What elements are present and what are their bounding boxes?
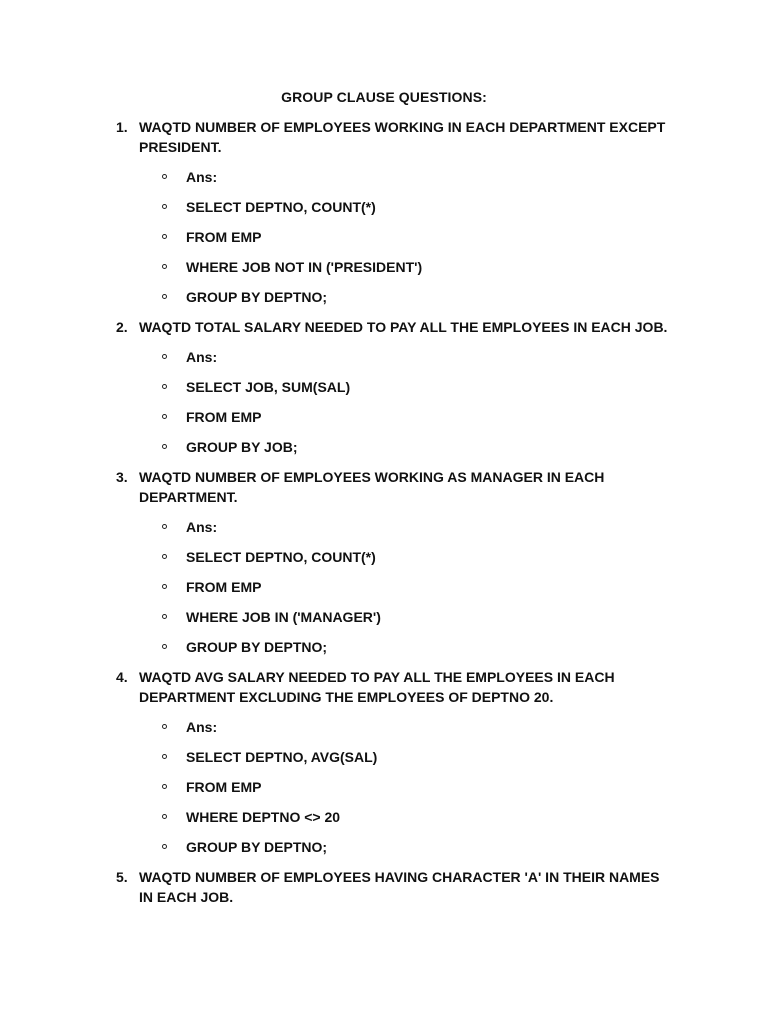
answer-text: FROM EMP xyxy=(186,579,262,595)
answer-list xyxy=(0,167,768,307)
hollow-bullet-icon xyxy=(162,724,167,729)
answer-line xyxy=(0,167,768,187)
question-number: 4. xyxy=(116,669,128,685)
answer-text: WHERE JOB NOT IN ('PRESIDENT') xyxy=(186,259,423,275)
answer-text: FROM EMP xyxy=(186,229,262,245)
hollow-bullet-icon xyxy=(162,264,167,269)
question-text-line xyxy=(0,667,768,707)
answer-line xyxy=(0,437,768,457)
answer-text: Ans: xyxy=(186,349,218,365)
hollow-bullet-icon xyxy=(162,524,167,529)
answer-list xyxy=(0,517,768,657)
answer-text: WHERE JOB IN ('MANAGER') xyxy=(186,609,381,625)
hollow-bullet-icon xyxy=(162,414,167,419)
hollow-bullet-icon xyxy=(162,174,167,179)
answer-line xyxy=(0,777,768,797)
answer-line xyxy=(0,197,768,217)
hollow-bullet-icon xyxy=(162,444,167,449)
answer-list xyxy=(0,717,768,857)
question-text: WAQTD NUMBER OF EMPLOYEES WORKING AS MANAGER IN EACH DEPARTMENT. xyxy=(139,469,605,505)
answer-line xyxy=(0,517,768,537)
question-text-line xyxy=(0,867,768,907)
answer-text: FROM EMP xyxy=(186,779,262,795)
answer-line xyxy=(0,607,768,627)
question-text-line xyxy=(0,117,768,157)
hollow-bullet-icon xyxy=(162,584,167,589)
question-item xyxy=(0,467,768,657)
answer-line xyxy=(0,577,768,597)
answer-text: GROUP BY DEPTNO; xyxy=(186,839,328,855)
answer-line xyxy=(0,227,768,247)
answer-line xyxy=(0,377,768,397)
question-number: 5. xyxy=(116,869,128,885)
question-text: WAQTD NUMBER OF EMPLOYEES HAVING CHARACTER 'A' IN THEIR NAMES IN EACH JOB. xyxy=(139,869,660,905)
answer-line xyxy=(0,407,768,427)
question-number: 1. xyxy=(116,119,128,135)
answer-line xyxy=(0,807,768,827)
hollow-bullet-icon xyxy=(162,754,167,759)
answer-text: SELECT DEPTNO, COUNT(*) xyxy=(186,199,376,215)
answer-text: SELECT JOB, SUM(SAL) xyxy=(186,379,351,395)
hollow-bullet-icon xyxy=(162,784,167,789)
hollow-bullet-icon xyxy=(162,204,167,209)
question-text: WAQTD TOTAL SALARY NEEDED TO PAY ALL THE EMPLOYEES IN EACH JOB. xyxy=(139,319,668,335)
answer-text: SELECT DEPTNO, AVG(SAL) xyxy=(186,749,378,765)
question-text-line xyxy=(0,467,768,507)
answer-list xyxy=(0,347,768,457)
answer-line xyxy=(0,287,768,307)
answer-line xyxy=(0,637,768,657)
answer-line xyxy=(0,347,768,367)
question-item xyxy=(0,117,768,307)
answer-text: WHERE DEPTNO <> 20 xyxy=(186,809,341,825)
answer-text: SELECT DEPTNO, COUNT(*) xyxy=(186,549,376,565)
question-number: 2. xyxy=(116,319,128,335)
question-item xyxy=(0,867,768,907)
hollow-bullet-icon xyxy=(162,844,167,849)
question-list xyxy=(0,117,768,917)
hollow-bullet-icon xyxy=(162,234,167,239)
answer-text: Ans: xyxy=(186,519,218,535)
hollow-bullet-icon xyxy=(162,814,167,819)
answer-line xyxy=(0,717,768,737)
answer-text: FROM EMP xyxy=(186,409,262,425)
answer-text: Ans: xyxy=(186,169,218,185)
question-text: WAQTD AVG SALARY NEEDED TO PAY ALL THE EMPLOYEES IN EACH DEPARTMENT EXCLUDING THE EMPLOYEES OF DEPTNO 20. xyxy=(139,669,615,705)
answer-text: GROUP BY DEPTNO; xyxy=(186,639,328,655)
hollow-bullet-icon xyxy=(162,384,167,389)
answer-text: GROUP BY JOB; xyxy=(186,439,298,455)
answer-line xyxy=(0,547,768,567)
question-item xyxy=(0,317,768,457)
hollow-bullet-icon xyxy=(162,554,167,559)
question-item xyxy=(0,667,768,857)
answer-text: GROUP BY DEPTNO; xyxy=(186,289,328,305)
question-number: 3. xyxy=(116,469,128,485)
question-text-line xyxy=(0,317,768,337)
answer-line xyxy=(0,257,768,277)
answer-line xyxy=(0,747,768,767)
hollow-bullet-icon xyxy=(162,644,167,649)
hollow-bullet-icon xyxy=(162,294,167,299)
document-title: GROUP CLAUSE QUESTIONS: xyxy=(281,89,487,105)
answer-line xyxy=(0,837,768,857)
hollow-bullet-icon xyxy=(162,354,167,359)
hollow-bullet-icon xyxy=(162,614,167,619)
question-text: WAQTD NUMBER OF EMPLOYEES WORKING IN EACH DEPARTMENT EXCEPT PRESIDENT. xyxy=(139,119,666,155)
answer-text: Ans: xyxy=(186,719,218,735)
